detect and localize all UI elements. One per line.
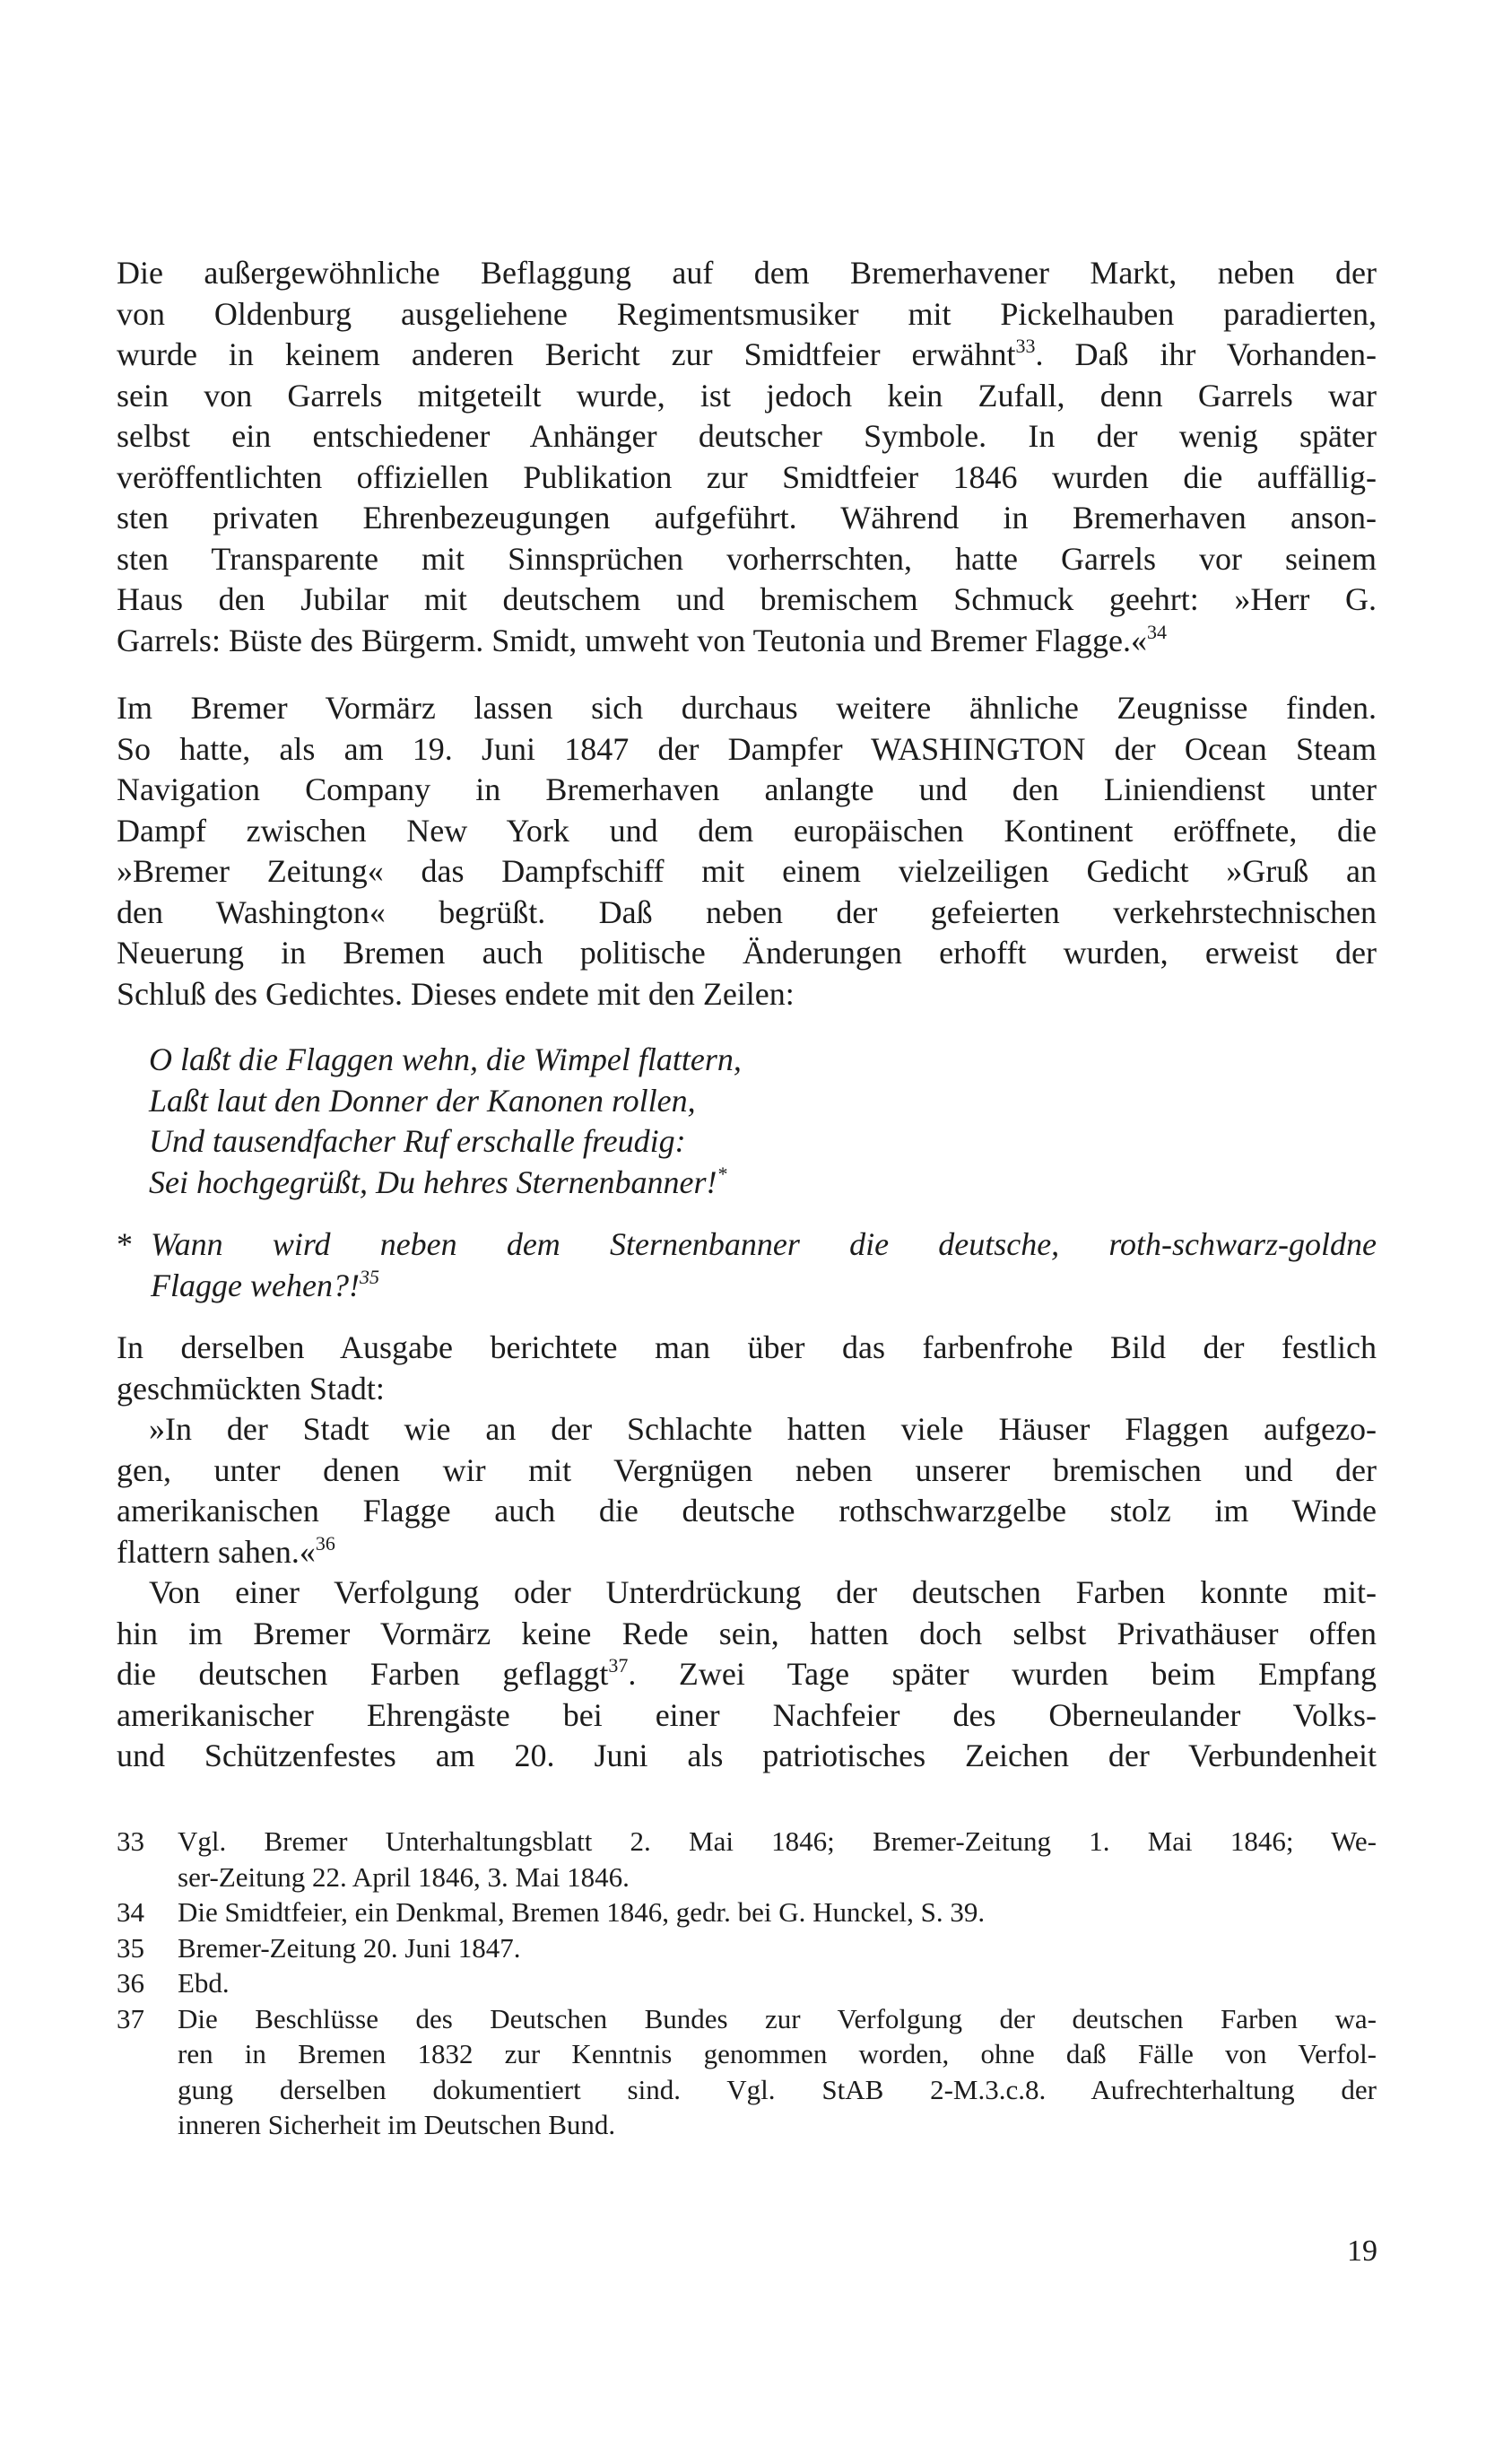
footnote-number: 37 xyxy=(117,2002,144,2034)
note-line xyxy=(151,1266,1377,1307)
paragraph-beflaggung xyxy=(117,253,1377,661)
text-line xyxy=(117,335,1377,376)
poem-line: Laßt laut den Donner der Kanonen rollen, xyxy=(149,1082,696,1119)
text-line: hin im Bremer Vormärz keine Rede sein, hatten doch selbst Privathäuser offen xyxy=(117,1615,1377,1651)
footnote-line: Die Smidtfeier, ein Denkmal, Bremen 1846, gedr. bei G. Hunckel, S. 39. xyxy=(178,1896,986,1928)
footnote-ref-33: 33 xyxy=(1015,335,1036,357)
quote-line: amerikanischen Flagge auch die deutsche rothschwarzgelbe stolz im Winde xyxy=(117,1493,1377,1529)
footnote-34 xyxy=(117,1895,1377,1930)
footnote-number: 36 xyxy=(117,1967,144,1999)
poem-line xyxy=(149,1163,1377,1204)
text-line: So hatte, als am 19. Juni 1847 der Dampfer WASHINGTON der Ocean Steam xyxy=(117,730,1377,767)
text-segment: wurde in keinem anderen Bericht zur Smidtfeier erwähnt xyxy=(117,336,1016,372)
footnote-line: ser-Zeitung 22. April 1846, 3. Mai 1846. xyxy=(178,1860,630,1893)
text-line: Haus den Jubilar mit deutschem und bremischem Schmuck geehrt: »Herr G. xyxy=(117,581,1377,617)
footnote-number: 33 xyxy=(117,1825,144,1857)
footnote-36 xyxy=(117,1965,1377,2001)
footnote-line: Bremer-Zeitung 20. Juni 1847. xyxy=(178,1931,521,1964)
footnote-number: 34 xyxy=(117,1896,144,1928)
text-segment: . Zwei Tage später wurden beim Empfang xyxy=(628,1656,1377,1692)
note-line: Wann wird neben dem Sternenbanner die deutsche, roth-schwarz-goldne xyxy=(151,1226,1377,1262)
text-line: Neuerung in Bremen auch politische Änderungen erhofft wurden, erweist der xyxy=(117,935,1377,971)
text-segment: Garrels: Büste des Bürgerm. Smidt, umweht von Teutonia und Bremer Flagge.« xyxy=(117,622,1147,658)
footnote-ref-37: 37 xyxy=(608,1654,629,1677)
footnotes-section xyxy=(117,1824,1377,2143)
footnote-ref-35: 35 xyxy=(359,1265,379,1288)
footnote-line: inneren Sicherheit im Deutschen Bund. xyxy=(178,2109,616,2140)
footnote-line: Ebd. xyxy=(178,1967,230,1999)
text-line: sein von Garrels mitgeteilt wurde, ist jedoch kein Zufall, denn Garrels war xyxy=(117,377,1377,414)
paragraph-ausgabe xyxy=(117,1328,1377,1572)
text-line: Im Bremer Vormärz lassen sich durchaus weitere ähnliche Zeugnisse finden. xyxy=(117,690,1377,726)
text-segment: die deutschen Farben geflaggt xyxy=(117,1656,609,1692)
text-line: sten privaten Ehrenbezeugungen aufgeführt. Während in Bremerhaven anson- xyxy=(117,500,1377,536)
footnote-ref-36: 36 xyxy=(315,1531,335,1555)
main-text xyxy=(117,253,1377,1777)
footnote-line: gung derselben dokumentiert sind. Vgl. StAB 2-M.3.c.8. Aufrechterhaltung der xyxy=(178,2073,1377,2105)
quote-line xyxy=(117,1532,1377,1573)
paragraph-verfolgung xyxy=(117,1572,1377,1777)
footnote-line: Vgl. Bremer Unterhaltungsblatt 2. Mai 1846; Bremer-Zeitung 1. Mai 1846; We- xyxy=(178,1825,1377,1857)
text-segment: Sei hochgegrüßt, Du hehres Sternenbanner! xyxy=(149,1163,717,1200)
poem-line: O laßt die Flaggen wehn, die Wimpel flattern, xyxy=(149,1041,742,1077)
footnote-number: 35 xyxy=(117,1931,144,1964)
text-line: von Oldenburg ausgeliehene Regimentsmusiker mit Pickelhauben paradierten, xyxy=(117,295,1377,332)
footnote-line: Die Beschlüsse des Deutschen Bundes zur Verfolgung der deutschen Farben wa- xyxy=(178,2002,1377,2034)
asterisk-marker: * xyxy=(717,1162,727,1185)
footnote-ref-34: 34 xyxy=(1146,620,1167,643)
quote-line: gen, unter denen wir mit Vergnügen neben unserer bremischen und der xyxy=(117,1451,1377,1488)
text-line: Die außergewöhnliche Beflaggung auf dem Bremerhavener Markt, neben der xyxy=(117,255,1377,291)
poem-line: Und tausendfacher Ruf erschalle freudig: xyxy=(149,1123,686,1159)
text-line: amerikanischer Ehrengäste bei einer Nachfeier des Oberneulander Volks- xyxy=(117,1696,1377,1733)
paragraph-vormaerz xyxy=(117,688,1377,1015)
text-line: geschmückten Stadt: xyxy=(117,1370,385,1407)
asterisk-marker: * xyxy=(117,1226,133,1262)
text-line: Navigation Company in Bremerhaven anlangte und den Liniendienst unter xyxy=(117,771,1377,807)
text-line xyxy=(117,621,1377,662)
footnote-line: ren in Bremen 1832 zur Kenntnis genommen worden, ohne daß Fälle von Verfol- xyxy=(178,2038,1377,2069)
text-line: und Schützenfestes am 20. Juni als patriotisches Zeichen der Verbundenheit xyxy=(117,1738,1377,1773)
text-line: »Bremer Zeitung« das Dampfschiff mit einem vielzeiligen Gedicht »Gruß an xyxy=(117,853,1377,889)
text-line: Dampf zwischen New York und dem europäischen Kontinent eröffnete, die xyxy=(117,812,1377,849)
footnote-37 xyxy=(117,2001,1377,2143)
text-line: Von einer Verfolgung oder Unterdrückung der deutschen Farben konnte mit- xyxy=(149,1574,1377,1610)
text-segment: . Daß ihr Vorhanden- xyxy=(1035,336,1377,372)
text-line: Schluß des Gedichtes. Dieses endete mit den Zeilen: xyxy=(117,975,795,1012)
text-line: In derselben Ausgabe berichtete man über das farbenfrohe Bild der festlich xyxy=(117,1329,1377,1365)
poem-footnote xyxy=(117,1224,1377,1306)
text-line: selbst ein entschiedener Anhänger deutscher Symbole. In der wenig später xyxy=(117,418,1377,454)
text-line: sten Transparente mit Sinnsprüchen vorherrschten, hatte Garrels vor seinem xyxy=(117,540,1377,577)
footnote-33 xyxy=(117,1824,1377,1895)
quote-line: »In der Stadt wie an der Schlachte hatten viele Häuser Flaggen aufgezo- xyxy=(149,1411,1377,1447)
text-line: veröffentlichten offiziellen Publikation zur Smidtfeier 1846 wurden die auffällig- xyxy=(117,458,1377,495)
page-number: 19 xyxy=(1347,2234,1377,2268)
text-segment: Flagge wehen?! xyxy=(151,1267,360,1303)
text-line: den Washington« begrüßt. Daß neben der gefeierten verkehrstechnischen xyxy=(117,893,1377,930)
poem-quote xyxy=(149,1040,1377,1203)
text-segment: flattern sahen.« xyxy=(117,1533,316,1570)
text-line xyxy=(117,1654,1377,1695)
footnote-35 xyxy=(117,1930,1377,1966)
